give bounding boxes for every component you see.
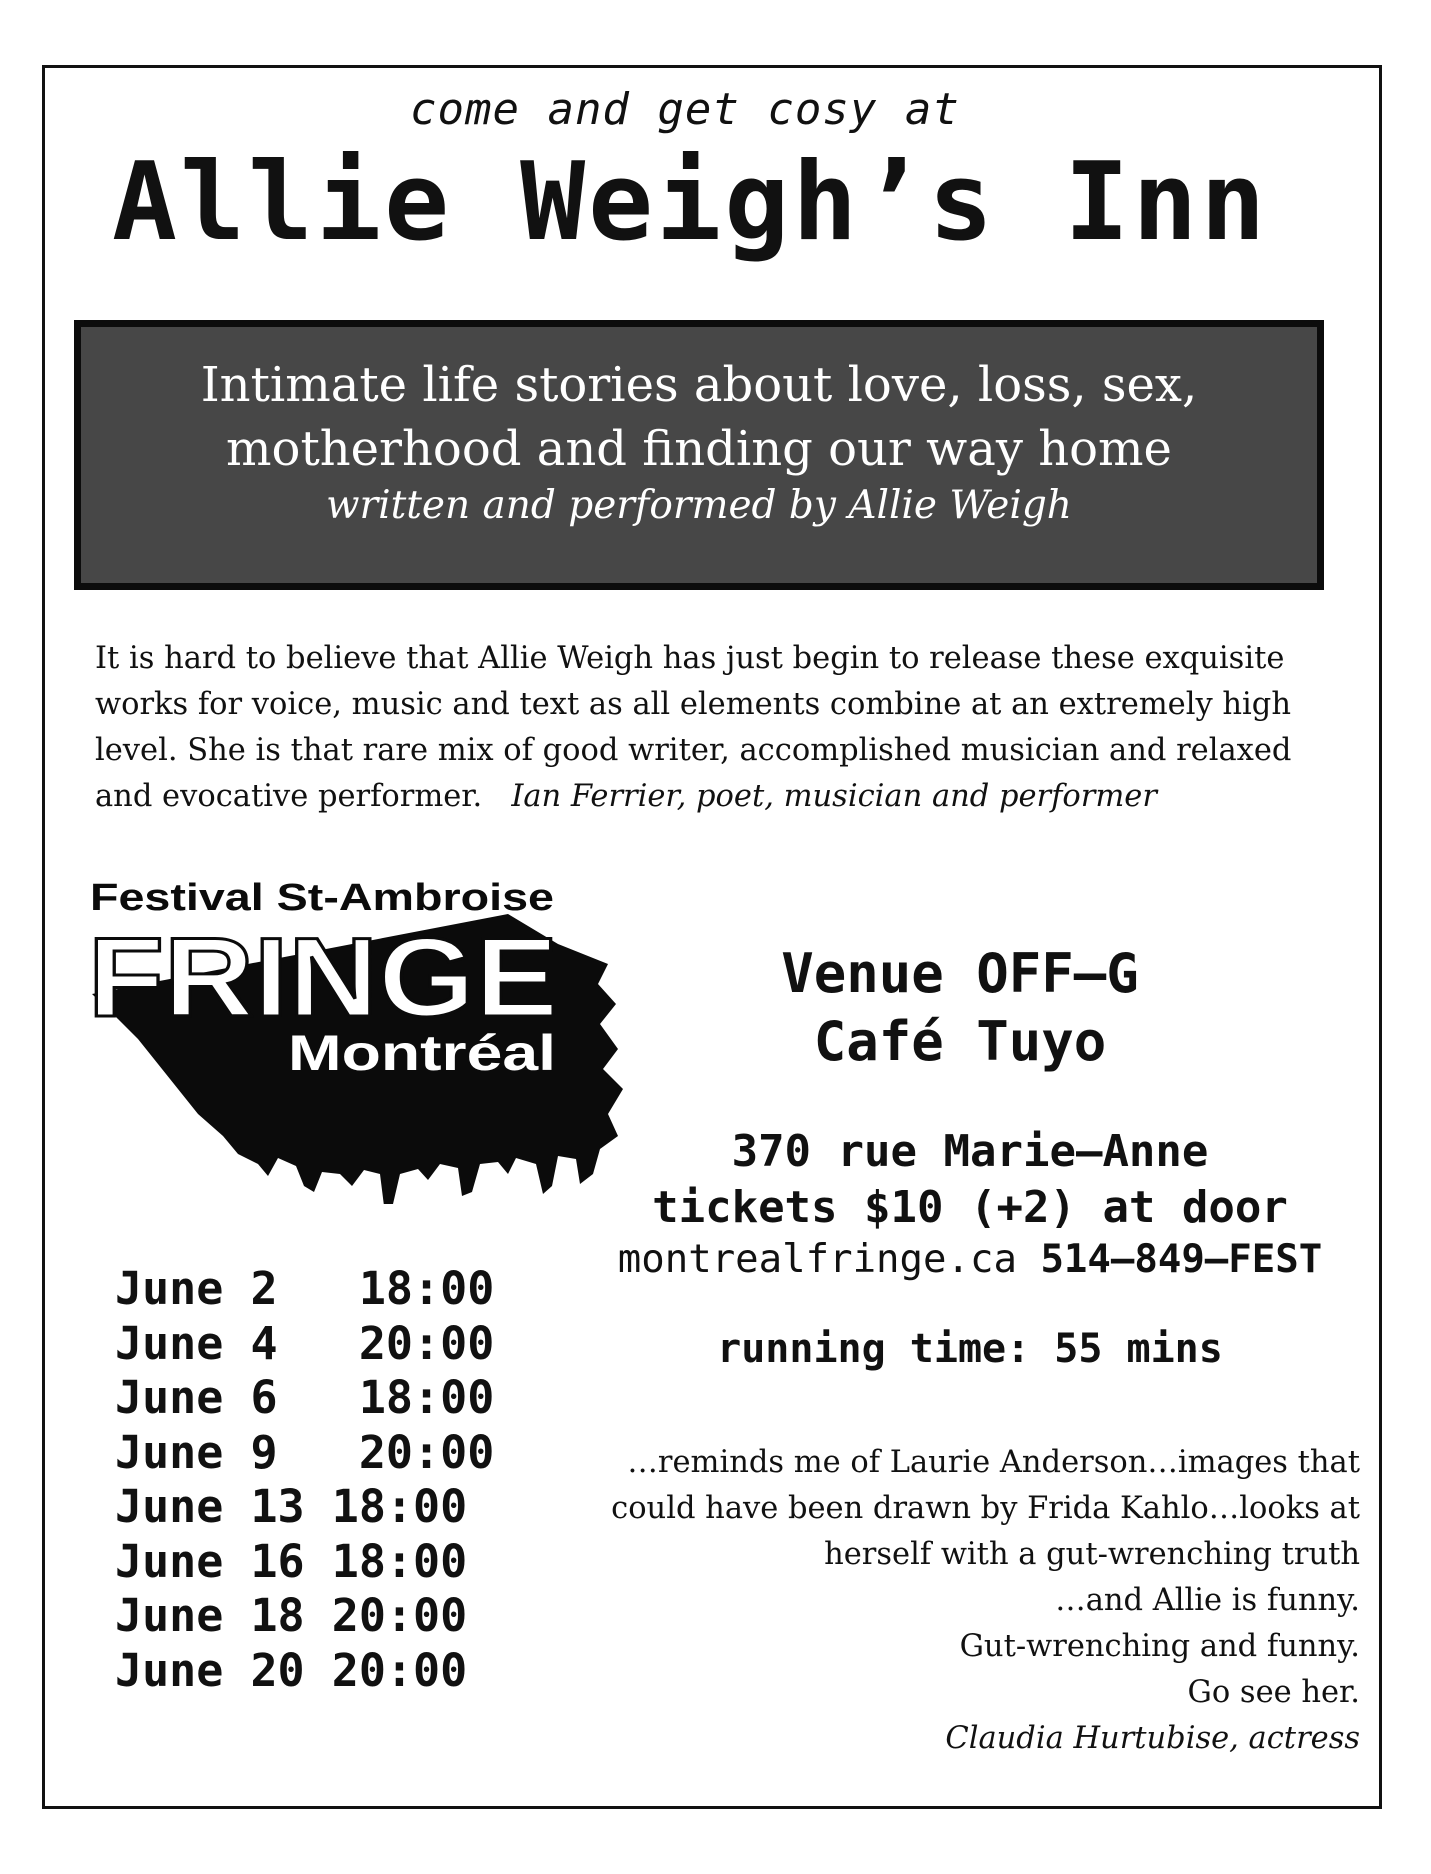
date: June 16: [115, 1534, 305, 1588]
review-2-line: could have been drawn by Frida Kahlo…looks at: [611, 1491, 1360, 1526]
venue-address: 370 rue Marie–Anne: [731, 1126, 1209, 1177]
banner-line-1: Intimate life stories about love, loss, sex,: [200, 357, 1198, 413]
date-row: [115, 1589, 494, 1644]
description-banner: [74, 320, 1324, 590]
phone-number: 514–849–FEST: [1040, 1237, 1323, 1282]
tagline: come and get cosy at: [410, 84, 960, 135]
review-2-line: herself with a gut-wrenching truth: [824, 1537, 1360, 1572]
date: June 4: [115, 1316, 305, 1370]
contact-line: [560, 1236, 1380, 1284]
venue-name: Venue OFF–G: [781, 942, 1139, 1005]
date-row: [115, 1535, 494, 1590]
venue-block: [700, 940, 1220, 1076]
time: 20:00: [331, 1589, 468, 1642]
date-row: [115, 1480, 494, 1535]
date-row: [115, 1262, 494, 1317]
time: 18:00: [358, 1262, 495, 1315]
time: 18:00: [331, 1534, 468, 1588]
banner-line-2: motherhood and finding our way home: [226, 421, 1172, 477]
fringe-logo-fringe-text: FRINGE: [88, 915, 558, 1040]
date: June 13: [115, 1480, 305, 1533]
review-1-attribution: Ian Ferrier, poet, musician and performer: [511, 779, 1157, 814]
time: 18:00: [331, 1480, 468, 1533]
fringe-logo-montreal-text: Montréal: [288, 1025, 556, 1081]
review-2-attribution: Claudia Hurtubise, actress: [945, 1721, 1360, 1756]
time: 20:00: [358, 1316, 495, 1370]
review-2-line: Gut-wrenching and funny.: [959, 1629, 1360, 1664]
review-quote-2: [560, 1440, 1360, 1762]
review-1-text: It is hard to believe that Allie Weigh has just begin to release these exquisite works for voice, music and text as all elements combine at an extremely high level. She is that rare mix of good writer, accomplished musician and relaxed and evocative performer.: [95, 641, 1292, 814]
date: June 9: [115, 1425, 305, 1479]
website: montrealfringe.ca: [617, 1237, 1017, 1282]
show-title: Allie Weigh’s Inn: [112, 140, 1269, 265]
running-time: running time: 55 mins: [717, 1326, 1223, 1372]
time: 20:00: [358, 1425, 495, 1479]
date-row: [115, 1371, 494, 1426]
fringe-logo-festival-text: Festival St-Ambroise: [90, 877, 554, 919]
time: 18:00: [358, 1371, 495, 1424]
review-2-line: …and Allie is funny.: [1055, 1583, 1360, 1618]
show-dates: [115, 1262, 494, 1698]
banner-byline: written and performed by Allie Weigh: [326, 483, 1072, 528]
address-block: [560, 1124, 1380, 1236]
date-row: [115, 1317, 494, 1372]
date-row: [115, 1426, 494, 1481]
time: 20:00: [331, 1643, 468, 1697]
date: June 2: [115, 1262, 305, 1315]
date-row: [115, 1644, 494, 1699]
ticket-price: tickets $10 (+2) at door: [652, 1182, 1288, 1233]
date: June 18: [115, 1589, 305, 1642]
venue-place: Café Tuyo: [813, 1010, 1107, 1073]
date: June 6: [115, 1371, 305, 1424]
review-quote-1: [95, 636, 1345, 820]
review-2-line: …reminds me of Laurie Anderson…images that: [627, 1445, 1360, 1480]
review-2-line: Go see her.: [1187, 1675, 1360, 1710]
date: June 20: [115, 1643, 305, 1697]
